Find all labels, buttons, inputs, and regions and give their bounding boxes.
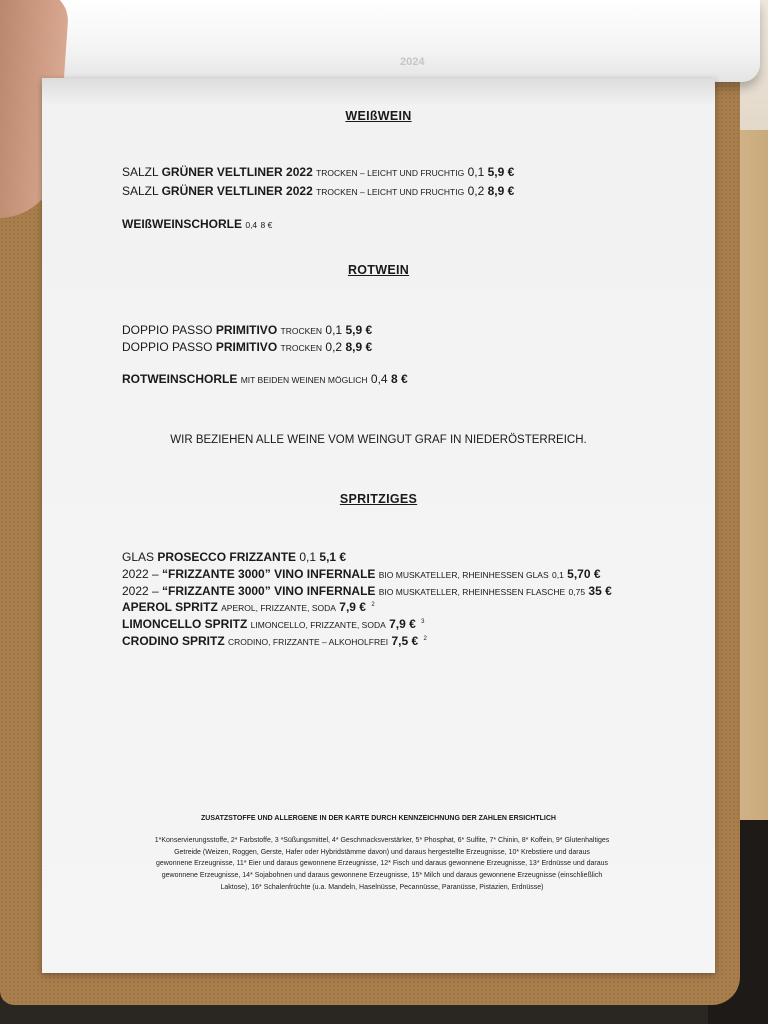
item-name: CRODINO SPRITZ (122, 634, 225, 648)
item-name: WEIßWEINSCHORLE (122, 217, 242, 231)
menu-page (42, 78, 715, 973)
item-description: TROCKEN – LEICHT UND FRUCHTIG (316, 168, 465, 178)
item-description: TROCKEN (280, 326, 323, 336)
item-size: 0,4 (370, 372, 388, 386)
menu-item (122, 600, 375, 614)
item-name: “FRIZZANTE 3000” VINO INFERNALE (162, 567, 376, 581)
item-size: 0,2 (325, 340, 343, 354)
item-price: 8 € (390, 372, 408, 386)
menu-item (122, 617, 424, 631)
menu-item (122, 184, 514, 198)
item-name: “FRIZZANTE 3000” VINO INFERNALE (162, 584, 376, 598)
item-price: 8,9 € (487, 184, 515, 198)
item-size: 0,75 (568, 587, 586, 597)
section-title-weisswein: WEIßWEIN (345, 109, 412, 123)
allergen-legend (122, 835, 642, 894)
item-prefix: GLAS (122, 550, 155, 564)
menu-item (122, 584, 612, 598)
flipped-page-text: 2024 (400, 56, 425, 68)
menu-item (122, 550, 346, 564)
item-producer: SALZL (122, 184, 159, 198)
menu-item (122, 634, 427, 648)
item-size: 0,1 (299, 550, 317, 564)
menu-item (122, 340, 372, 354)
item-description: TROCKEN – LEICHT UND FRUCHTIG (316, 187, 465, 197)
item-name: GRÜNER VELTLINER 2022 (161, 165, 313, 179)
item-name: LIMONCELLO SPRITZ (122, 617, 248, 631)
legend-line: 1*Konservierungsstoffe, 2* Farbstoffe, 3 *Süßungsmittel, 4* Geschmacksverstärker, 5* Phosphat, 6* Sulfite, 7* Chinin, 8* Koffein, 9* Glutenhaltiges (154, 837, 610, 844)
item-price: 5,9 € (345, 323, 373, 337)
item-size: 0,1 (551, 570, 564, 580)
flipped-page[interactable] (38, 0, 760, 82)
item-name: APEROL SPRITZ (122, 600, 218, 614)
item-name: PRIMITIVO (215, 323, 278, 337)
item-name: ROTWEINSCHORLE (122, 372, 238, 386)
item-price: 7,5 € (391, 634, 419, 648)
item-size: 0,2 (467, 184, 485, 198)
item-price: 8,9 € (345, 340, 373, 354)
legend-line: Getreide (Weizen, Roggen, Gerste, Hafer oder Hybridstämme davon) und daraus hergestellte Erzeugnisse, 10* Krebstiere und daraus (174, 848, 590, 856)
allergen-marker: 3 (421, 619, 425, 625)
item-price: 5,70 € (567, 567, 601, 581)
item-price: 5,1 € (319, 550, 347, 564)
item-producer: DOPPIO PASSO (122, 323, 213, 337)
item-prefix: 2022 – (122, 567, 159, 581)
section-title-spritziges: SPRITZIGES (339, 492, 418, 506)
allergen-legend-title: ZUSATZSTOFFE UND ALLERGENE IN DER KARTE DURCH KENNZEICHNUNG DER ZAHLEN ERSICHTLICH (201, 815, 556, 822)
menu-item (122, 217, 272, 231)
item-price: 8 € (260, 220, 273, 230)
item-size: 0,4 (245, 220, 258, 230)
menu-item (122, 567, 601, 581)
item-name: PROSECCO FRIZZANTE (157, 550, 297, 564)
allergen-marker: 2 (371, 602, 375, 608)
supplier-note: WIR BEZIEHEN ALLE WEINE VOM WEINGUT GRAF IN NIEDERÖSTERREICH. (170, 434, 587, 446)
legend-line: Laktose), 16* Schalenfrüchte (u.a. Mandeln, Haselnüsse, Pecannüsse, Paranüsse, Pistazien, Erdnüsse) (220, 883, 544, 891)
allergen-marker: 2 (423, 636, 427, 642)
menu-item (122, 372, 408, 386)
item-description: MIT BEIDEN WEINEN MÖGLICH (240, 375, 368, 385)
item-size: 0,1 (325, 323, 343, 337)
item-name: GRÜNER VELTLINER 2022 (161, 184, 313, 198)
item-description: CRODINO, FRIZZANTE – ALKOHOLFREI (228, 637, 389, 647)
item-description: APEROL, FRIZZANTE, SODA (221, 603, 336, 613)
section-title-rotwein: ROTWEIN (347, 263, 410, 277)
item-name: PRIMITIVO (215, 340, 278, 354)
menu-item (122, 165, 514, 179)
item-producer: SALZL (122, 165, 159, 179)
item-producer: DOPPIO PASSO (122, 340, 213, 354)
menu-item (122, 323, 372, 337)
item-description: BIO MUSKATELLER, RHEINHESSEN GLAS (378, 570, 549, 580)
item-prefix: 2022 – (122, 584, 159, 598)
item-price: 35 € (588, 584, 612, 598)
item-price: 5,9 € (487, 165, 515, 179)
item-description: TROCKEN (280, 343, 323, 353)
item-size: 0,1 (467, 165, 485, 179)
item-description: BIO MUSKATELLER, RHEINHESSEN FLASCHE (378, 587, 566, 597)
item-price: 7,9 € (389, 617, 416, 631)
item-price: 7,9 € (339, 600, 366, 614)
item-description: LIMONCELLO, FRIZZANTE, SODA (250, 620, 386, 630)
legend-line: gewonnene Erzeugnisse, 14* Sojabohnen und daraus gewonnene Erzeugnisse, 15* Milch und daraus gewonnene Erzeugnisse (einschließlich (161, 872, 603, 880)
legend-line: gewonnene Erzeugnisse, 11* Eier und daraus gewonnene Erzeugnisse, 12* Fisch und daraus gewonnene Erzeugnisse, 13* Erdnüsse und daraus (155, 860, 609, 868)
